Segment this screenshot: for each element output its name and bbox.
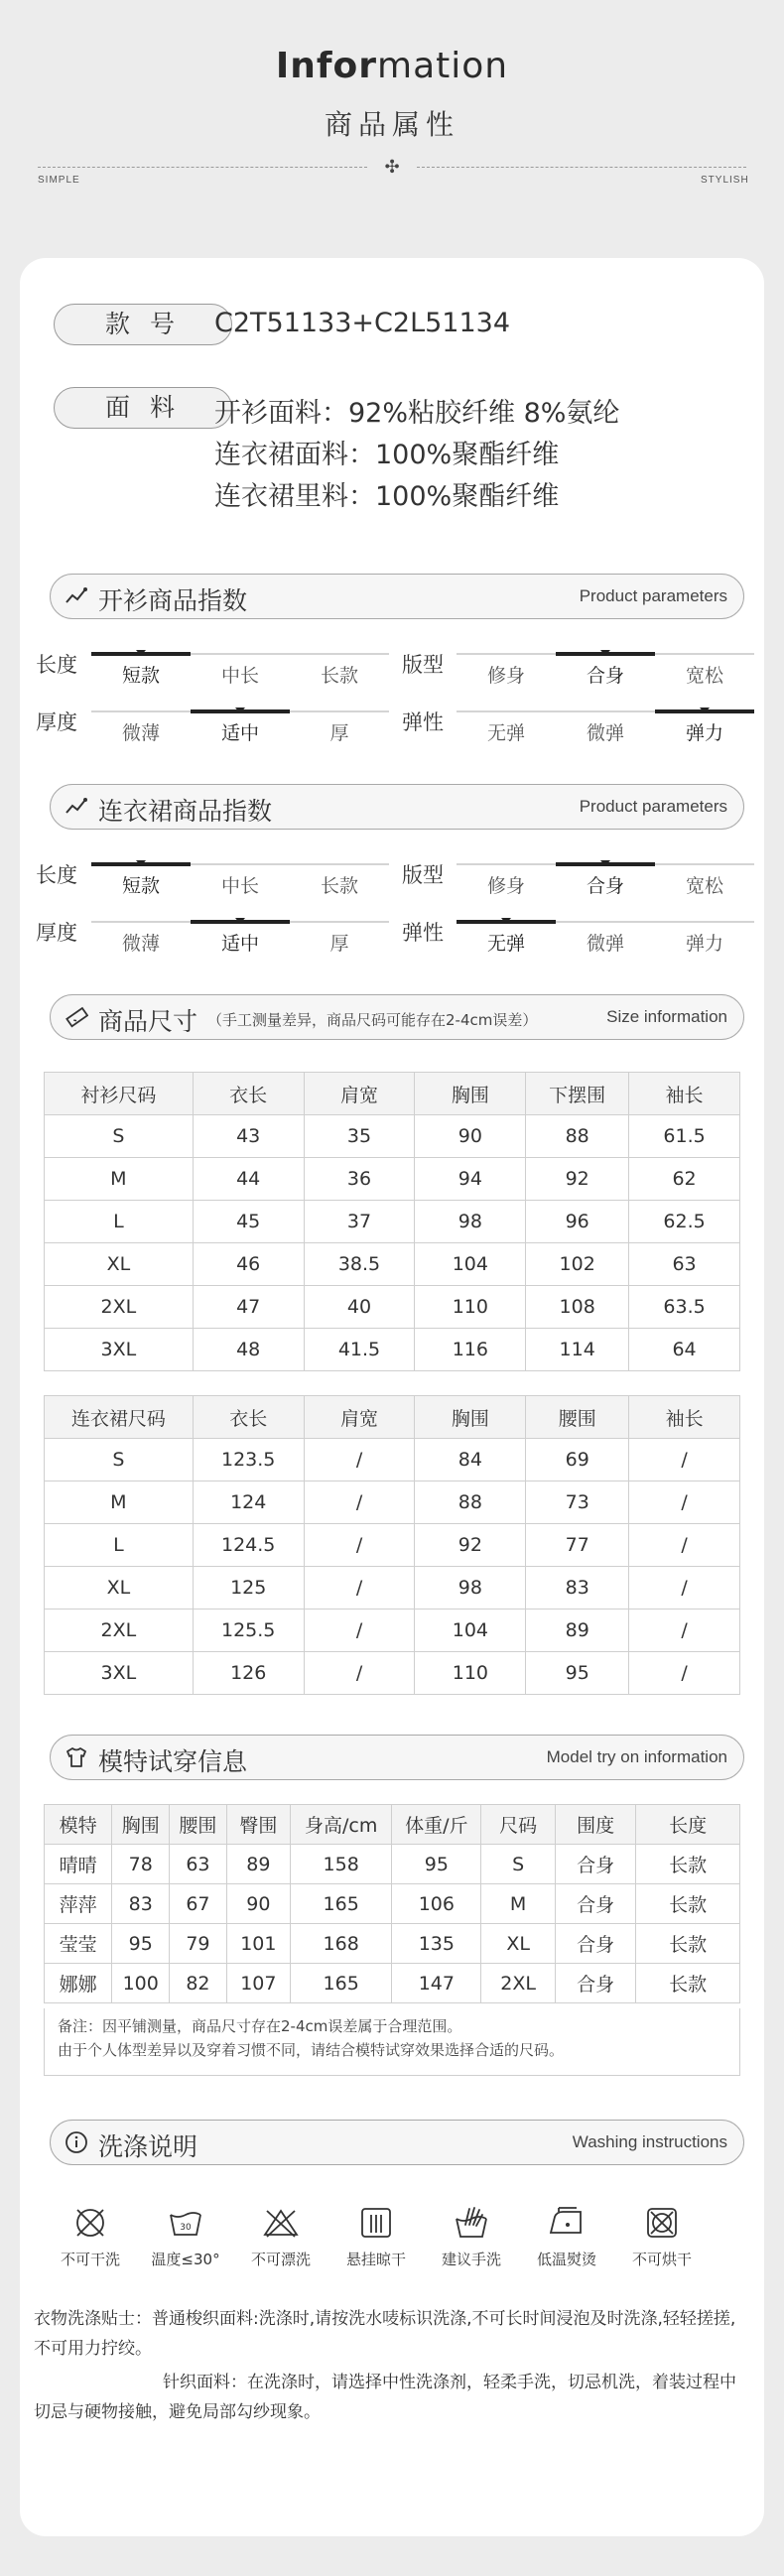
section-title: 洗涤说明 — [98, 2132, 198, 2161]
ruler-icon — [65, 1005, 88, 1029]
table-cell: 147 — [392, 1964, 481, 2003]
table-cell: 40 — [304, 1286, 415, 1329]
table-row — [45, 1884, 740, 1924]
index-option: 宽松 — [685, 665, 723, 687]
info-icon — [65, 2130, 88, 2154]
index-option: 弹力 — [685, 722, 723, 744]
index-option: 微薄 — [121, 722, 160, 744]
section-size-info — [50, 994, 744, 1040]
table-header-cell: 腰围 — [526, 1396, 629, 1439]
table-header-cell: 臀围 — [226, 1805, 290, 1845]
wash-item — [617, 2203, 707, 2269]
table-cell: 108 — [526, 1286, 629, 1329]
table-header-cell: 胸围 — [415, 1396, 526, 1439]
table-cell: 69 — [526, 1439, 629, 1481]
table-cell: 长款 — [636, 1964, 740, 2003]
table-cell: 3XL — [45, 1329, 194, 1371]
table-row — [45, 1524, 740, 1567]
table-row — [45, 1652, 740, 1695]
wash-item — [141, 2203, 230, 2269]
section-title: 模特试穿信息 — [98, 1747, 248, 1776]
table-cell: 2XL — [45, 1610, 194, 1652]
table-cell: 78 — [112, 1845, 170, 1884]
table-cell: 62 — [629, 1158, 740, 1201]
table-row — [45, 1329, 740, 1371]
table-cell: L — [45, 1201, 194, 1243]
table-cell: 83 — [112, 1884, 170, 1924]
table-cell: 101 — [226, 1924, 290, 1964]
table-cell: 长款 — [636, 1845, 740, 1884]
table-cell: 107 — [226, 1964, 290, 2003]
hang-dry-icon — [356, 2203, 396, 2243]
index-track — [457, 921, 754, 923]
index-label: 长度 — [36, 863, 77, 887]
table-row — [45, 1115, 740, 1158]
table-cell: XL — [45, 1567, 194, 1610]
hand-wash-icon — [452, 2203, 491, 2243]
title-bold: Infor — [275, 46, 378, 86]
table-cell: 124.5 — [193, 1524, 304, 1567]
table-cell: 165 — [290, 1884, 392, 1924]
index-option: 合身 — [586, 875, 624, 897]
table-cell: / — [629, 1481, 740, 1524]
index-option: 适中 — [220, 722, 259, 744]
table-cell: 45 — [193, 1201, 304, 1243]
section-en-title: Washing instructions — [572, 2132, 727, 2151]
table-cell: L — [45, 1524, 194, 1567]
table-cell: 62.5 — [629, 1201, 740, 1243]
fabric-line-1: 开衫面料：92%粘胶纤维 8%氨纶 — [214, 398, 620, 429]
index-option: 中长 — [220, 875, 259, 897]
title-light: mation — [377, 46, 509, 86]
trend-icon — [65, 584, 88, 608]
index-option: 弹力 — [685, 933, 723, 955]
index-track — [457, 863, 754, 865]
table-cell: 88 — [526, 1115, 629, 1158]
wash-label: 不可漂洗 — [250, 2251, 311, 2268]
table-cell: 95 — [392, 1845, 481, 1884]
table-row — [45, 1481, 740, 1524]
table-cell: / — [629, 1652, 740, 1695]
table-cell: XL — [481, 1924, 556, 1964]
table-cell: 158 — [290, 1845, 392, 1884]
table-cell: 合身 — [556, 1884, 636, 1924]
table-cell: 3XL — [45, 1652, 194, 1695]
table-cell: 37 — [304, 1201, 415, 1243]
table-row — [45, 1243, 740, 1286]
cross-ornament-icon: ✣ — [384, 157, 400, 178]
section-dress-index — [50, 784, 744, 830]
table-cell: 44 — [193, 1158, 304, 1201]
table-cell: 64 — [629, 1329, 740, 1371]
table-cell: 41.5 — [304, 1329, 415, 1371]
table-cell: / — [629, 1610, 740, 1652]
low-iron-icon — [547, 2203, 587, 2243]
table-cell: / — [304, 1524, 415, 1567]
table-cell: M — [45, 1481, 194, 1524]
table-header-cell: 胸围 — [112, 1805, 170, 1845]
table-cell: 63 — [629, 1243, 740, 1286]
table-row — [45, 1286, 740, 1329]
divider-right — [417, 167, 746, 168]
index-option: 厚 — [329, 722, 349, 744]
table-cell: 47 — [193, 1286, 304, 1329]
table-cell: 83 — [526, 1567, 629, 1610]
table-cell: 88 — [415, 1481, 526, 1524]
index-label: 版型 — [402, 863, 444, 887]
wash-tip-2: 针织面料：在洗涤时，请选择中性洗涤剂，轻柔手洗，切忌机洗，着装过程中切忌与硬物接触，避免局部勾纱现象。 — [34, 2373, 736, 2422]
section-en-title: Model try on information — [546, 1747, 727, 1766]
label-stylish: STYLISH — [701, 175, 749, 186]
table-cell: / — [304, 1481, 415, 1524]
wash-tip-1: 衣物洗涤贴士：普通梭织面料:洗涤时,请按洗水唛标识洗涤,不可长时间浸泡及时洗涤,轻轻搓搓,不可用力拧绞。 — [34, 2309, 736, 2359]
index-option: 微弹 — [586, 933, 624, 955]
index-option: 适中 — [220, 933, 259, 955]
table-cell: 114 — [526, 1329, 629, 1371]
table-cell: 合身 — [556, 1924, 636, 1964]
table-cell: S — [481, 1845, 556, 1884]
index-track — [91, 653, 389, 655]
table-cell: / — [304, 1610, 415, 1652]
table-cell: 38.5 — [304, 1243, 415, 1286]
table-cell: 2XL — [45, 1286, 194, 1329]
section-title: 连衣裙商品指数 — [98, 797, 273, 826]
table-cell: 124 — [193, 1481, 304, 1524]
table-cell: 168 — [290, 1924, 392, 1964]
product-card — [20, 258, 764, 2536]
index-track — [457, 653, 754, 655]
table-cell: M — [45, 1158, 194, 1201]
table-cell: 116 — [415, 1329, 526, 1371]
index-label: 长度 — [36, 653, 77, 677]
trend-icon — [65, 795, 88, 819]
index-option: 长款 — [320, 875, 358, 897]
index-track — [91, 710, 389, 712]
wash-30-icon — [166, 2203, 205, 2243]
table-cell: 98 — [415, 1567, 526, 1610]
model-note-1: 备注：因平铺测量，商品尺寸存在2-4cm误差属于合理范围。 — [58, 2017, 462, 2035]
index-option: 修身 — [486, 665, 525, 687]
table-header-cell: 围度 — [556, 1805, 636, 1845]
table-cell: 100 — [112, 1964, 170, 2003]
fabric-line-2: 连衣裙面料：100%聚酯纤维 — [214, 440, 560, 470]
no-tumble-dry-icon — [642, 2203, 682, 2243]
wash-label: 不可干洗 — [60, 2251, 120, 2268]
table-row — [45, 1201, 740, 1243]
table-cell: 46 — [193, 1243, 304, 1286]
table-cell: 82 — [170, 1964, 227, 2003]
table-cell: 104 — [415, 1243, 526, 1286]
index-option: 微薄 — [121, 933, 160, 955]
wash-item — [46, 2203, 135, 2269]
index-option: 修身 — [486, 875, 525, 897]
index-marker-icon — [235, 708, 245, 713]
table-header-cell: 尺码 — [481, 1805, 556, 1845]
table-cell: 43 — [193, 1115, 304, 1158]
table-cell: 67 — [170, 1884, 227, 1924]
table-cell: 2XL — [481, 1964, 556, 2003]
table-cell: 63 — [170, 1845, 227, 1884]
table-cell: 125.5 — [193, 1610, 304, 1652]
index-marker-icon — [600, 650, 610, 656]
table-cell: 73 — [526, 1481, 629, 1524]
shirt-icon — [65, 1745, 88, 1769]
index-track — [91, 921, 389, 923]
table-header-cell: 肩宽 — [304, 1396, 415, 1439]
table-cell: 35 — [304, 1115, 415, 1158]
index-marker-icon — [235, 918, 245, 924]
no-dry-clean-icon — [70, 2203, 110, 2243]
index-option: 微弹 — [586, 722, 624, 744]
section-en-title: Size information — [606, 1007, 727, 1026]
table-cell: 48 — [193, 1329, 304, 1371]
section-en-title: Product parameters — [579, 586, 727, 605]
table-cell: 95 — [112, 1924, 170, 1964]
index-option: 厚 — [329, 933, 349, 955]
table-cell: 92 — [526, 1158, 629, 1201]
index-marker-icon — [501, 918, 511, 924]
table-cell: 77 — [526, 1524, 629, 1567]
table-row — [45, 1964, 740, 2003]
table-cell: 89 — [226, 1845, 290, 1884]
table-cell: 125 — [193, 1567, 304, 1610]
table-cell: 92 — [415, 1524, 526, 1567]
table-row — [45, 1610, 740, 1652]
table-header-cell: 胸围 — [415, 1073, 526, 1115]
section-title: 开衫商品指数 — [98, 586, 248, 615]
table-cell: / — [629, 1439, 740, 1481]
table-cell: 61.5 — [629, 1115, 740, 1158]
section-note: （手工测量差异，商品尺码可能存在2-4cm误差） — [207, 1011, 538, 1029]
table-header-cell: 体重/斤 — [392, 1805, 481, 1845]
table-row — [45, 1439, 740, 1481]
section-en-title: Product parameters — [579, 797, 727, 816]
table-cell: 126 — [193, 1652, 304, 1695]
table-row — [45, 1924, 740, 1964]
wash-label: 温度≤30° — [151, 2251, 220, 2268]
section-washing — [50, 2120, 744, 2165]
wash-item — [331, 2203, 421, 2269]
model-note-2: 由于个人体型差异以及穿着习惯不同，请结合模特试穿效果选择合适的尺码。 — [58, 2041, 565, 2059]
index-option: 长款 — [320, 665, 358, 687]
table-cell: 123.5 — [193, 1439, 304, 1481]
fabric-label-pill: 面 料 — [54, 387, 232, 429]
index-track — [457, 710, 754, 712]
wash-label: 不可烘干 — [631, 2251, 692, 2268]
table-cell: 63.5 — [629, 1286, 740, 1329]
index-option: 中长 — [220, 665, 259, 687]
index-label: 厚度 — [36, 710, 77, 734]
table-cell: 合身 — [556, 1964, 636, 2003]
table-header-cell: 衣长 — [193, 1073, 304, 1115]
table-cell: 110 — [415, 1652, 526, 1695]
index-label: 弹性 — [402, 921, 444, 945]
index-marker-icon — [136, 650, 146, 656]
table-cell: 102 — [526, 1243, 629, 1286]
index-option: 短款 — [121, 875, 160, 897]
index-marker-icon — [136, 860, 146, 866]
product-code: C2T51133+C2L51134 — [214, 308, 511, 338]
table-cell: 长款 — [636, 1924, 740, 1964]
table-cell: 晴晴 — [45, 1845, 112, 1884]
table-cell: 90 — [415, 1115, 526, 1158]
table-cell: 长款 — [636, 1884, 740, 1924]
table-header-cell: 袖长 — [629, 1073, 740, 1115]
index-option: 无弹 — [486, 722, 525, 744]
no-bleach-icon — [261, 2203, 301, 2243]
table-cell: XL — [45, 1243, 194, 1286]
table-cell: 89 — [526, 1610, 629, 1652]
table-cell: S — [45, 1115, 194, 1158]
index-option: 宽松 — [685, 875, 723, 897]
table-cell: 萍萍 — [45, 1884, 112, 1924]
wash-item — [522, 2203, 611, 2269]
table-cell: 79 — [170, 1924, 227, 1964]
fabric-line-3: 连衣裙里料：100%聚酯纤维 — [214, 481, 560, 512]
table-cell: 98 — [415, 1201, 526, 1243]
index-track — [91, 863, 389, 865]
table-cell: 96 — [526, 1201, 629, 1243]
divider-left — [38, 167, 367, 168]
table-cell: 94 — [415, 1158, 526, 1201]
section-model-info — [50, 1735, 744, 1780]
table-cell: 104 — [415, 1610, 526, 1652]
wash-item — [236, 2203, 326, 2269]
table-header-cell: 衣长 — [193, 1396, 304, 1439]
table-header-cell: 肩宽 — [304, 1073, 415, 1115]
dress-size-table — [44, 1395, 740, 1695]
table-cell: 莹莹 — [45, 1924, 112, 1964]
index-option: 无弹 — [486, 933, 525, 955]
section-cardigan-index — [50, 574, 744, 619]
table-row — [45, 1158, 740, 1201]
page-title — [0, 46, 784, 86]
table-cell: 合身 — [556, 1845, 636, 1884]
table-row — [45, 1567, 740, 1610]
table-header-cell: 模特 — [45, 1805, 112, 1845]
index-marker-icon — [700, 708, 710, 713]
index-option: 合身 — [586, 665, 624, 687]
wash-label: 悬挂晾干 — [345, 2251, 406, 2268]
table-header-cell: 下摆围 — [526, 1073, 629, 1115]
section-title: 商品尺寸 — [98, 1007, 198, 1036]
table-cell: S — [45, 1439, 194, 1481]
table-cell: 36 — [304, 1158, 415, 1201]
wash-label: 建议手洗 — [441, 2251, 501, 2268]
table-header-cell: 腰围 — [170, 1805, 227, 1845]
code-label-pill: 款 号 — [54, 304, 232, 345]
index-label: 弹性 — [402, 710, 444, 734]
table-cell: 娜娜 — [45, 1964, 112, 2003]
wash-label: 低温熨烫 — [536, 2251, 596, 2268]
table-header-cell: 连衣裙尺码 — [45, 1396, 194, 1439]
wash-item — [427, 2203, 516, 2269]
index-label: 厚度 — [36, 921, 77, 945]
table-cell: 84 — [415, 1439, 526, 1481]
table-cell: 135 — [392, 1924, 481, 1964]
index-label: 版型 — [402, 653, 444, 677]
label-simple: SIMPLE — [38, 175, 80, 186]
table-cell: 106 — [392, 1884, 481, 1924]
table-cell: 165 — [290, 1964, 392, 2003]
table-cell: 95 — [526, 1652, 629, 1695]
table-cell: 110 — [415, 1286, 526, 1329]
page-subtitle: 商品属性 — [324, 108, 459, 141]
table-cell: / — [304, 1652, 415, 1695]
svg-text:30: 30 — [180, 2223, 192, 2233]
table-row — [45, 1845, 740, 1884]
table-cell: M — [481, 1884, 556, 1924]
table-cell: / — [629, 1524, 740, 1567]
table-cell: / — [304, 1439, 415, 1481]
index-marker-icon — [600, 860, 610, 866]
table-header-cell: 身高/cm — [290, 1805, 392, 1845]
table-cell: / — [304, 1567, 415, 1610]
table-cell: 90 — [226, 1884, 290, 1924]
index-option: 短款 — [121, 665, 160, 687]
table-header-cell: 长度 — [636, 1805, 740, 1845]
table-cell: / — [629, 1567, 740, 1610]
table-header-cell: 袖长 — [629, 1396, 740, 1439]
table-header-cell: 衬衫尺码 — [45, 1073, 194, 1115]
shirt-size-table — [44, 1072, 740, 1371]
model-table — [44, 1804, 740, 2003]
